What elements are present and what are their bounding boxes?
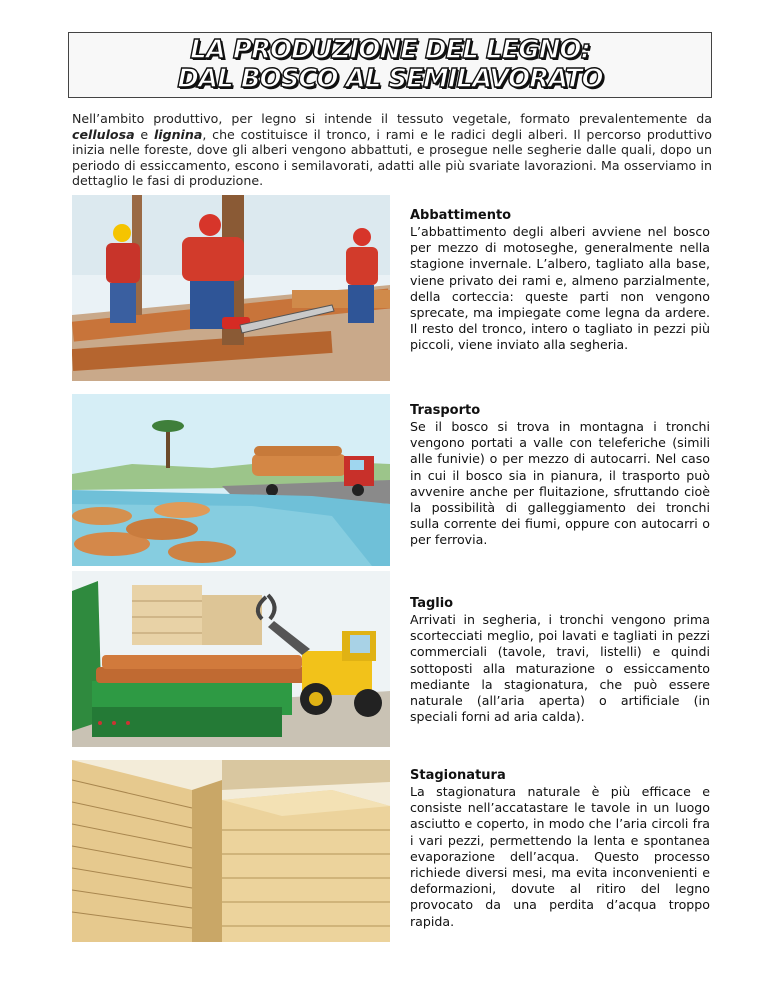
section-text-abbattimento: L’abbattimento degli alberi avviene nel bosco per mezzo di motoseghe, generalmente nella stagione invernale. L’albero, tagliato alla base, viene privato dei rami e, almeno parzialmente, della corteccia: queste parti non vengono sprecate, ma impiegate come legna da ardere. Il resto del tronco, intero o tagliato in pezzi più piccoli, viene inviato alla segheria.: [410, 224, 710, 353]
log-truck-river-illustration: [72, 394, 390, 566]
intro-term-lignina: lignina: [153, 126, 203, 142]
section-heading-trasporto: Trasporto: [410, 403, 481, 418]
section-trasporto: [410, 403, 710, 549]
section-heading-taglio: Taglio: [410, 596, 454, 611]
intro-text-3: , che costituisce il tronco, i rami e le radici degli alberi. Il percorso produttivo inizia nelle foreste, dove gli alberi vengono abbattuti, e prosegue nelle segherie dalle quali, dopo un periodo di essiccamento, escono i semilavorati, adatti alle più svariate lavorazioni. Ma osserviamo in dettaglio le fasi di produzione.: [72, 126, 713, 189]
intro-text-2: e: [134, 126, 154, 142]
section-stagionatura: [410, 768, 710, 930]
stacked-planks-illustration: [72, 760, 390, 942]
title-line-2: DAL BOSCO AL SEMILAVORATO: [177, 64, 603, 94]
section-text-trasporto: Se il bosco si trova in montagna i tronchi vengono portati a valle con teleferiche (simili alle funivie) o per mezzo di autocarri. Nel caso in cui il bosco sia in pianura, il trasporto può avvenire anche per fluitazione, sfruttando cioè la possibilità di galleggiamento dei tronchi sulla corrente dei fiumi, oppure con autocarri o per ferrovia.: [410, 419, 710, 548]
title-box: [68, 32, 712, 98]
sawmill-loader-illustration: [72, 571, 390, 747]
section-text-taglio: Arrivati in segheria, i tronchi vengono prima scortecciati meglio, poi lavati e tagliati in pezzi commerciali (tavole, travi, listelli) e quindi sottoposti alla maturazione o essiccamento mediante la stagionatura, che può essere naturale (all’aria aperta) o artificiale (in speciali forni ad aria calda).: [410, 612, 710, 725]
section-text-stagionatura: La stagionatura naturale è più efficace e consiste nell’accatastare le tavole in un luogo asciutto e coperto, in modo che l’aria circoli fra i vari pezzi, permettendo la lenta e spontanea evaporazione dell’acqua. Questo processo richiede diversi mesi, ma evita inconvenienti e deformazioni, dovute al ritiro del legno provocato da una perdita d’acqua troppo rapida.: [410, 784, 710, 929]
intro-paragraph: [72, 111, 712, 189]
section-heading-abbattimento: Abbattimento: [410, 208, 512, 223]
lumberjacks-chainsaw-illustration: [72, 195, 390, 381]
intro-term-cellulosa: cellulosa: [72, 126, 135, 142]
section-taglio: [410, 596, 710, 725]
intro-text-1: Nell’ambito produttivo, per legno si intende il tessuto vegetale, formato prevalentemente da: [72, 111, 712, 126]
section-abbattimento: [410, 208, 710, 354]
title-line-1: LA PRODUZIONE DEL LEGNO:: [190, 35, 590, 65]
section-heading-stagionatura: Stagionatura: [410, 768, 506, 783]
